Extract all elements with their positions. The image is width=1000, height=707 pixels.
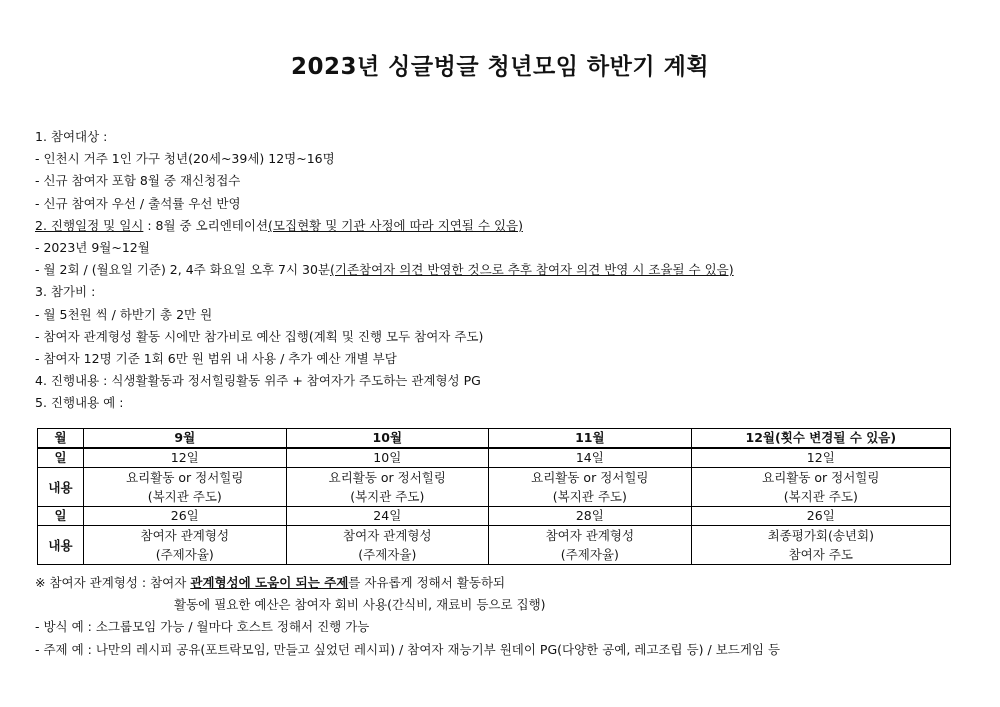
- content-cell: [489, 468, 692, 507]
- content-activity: 요리활동 or 정서힐링: [328, 470, 446, 485]
- note-relationship-prefix: ※ 참여자 관계형성 : 참여자: [35, 575, 191, 590]
- schedule-heading-note: (모집현황 및 기관 사정에 따라 지연될 수 있음): [268, 217, 523, 233]
- target-item-residence: - 인천시 거주 1인 가구 청년(20세~39세) 12명~16명: [35, 151, 335, 167]
- content-label: 내용: [38, 526, 84, 565]
- content-cell: [691, 468, 950, 507]
- day-label: 일: [38, 507, 84, 526]
- section-schedule-heading: [35, 215, 975, 237]
- content-cell: [691, 526, 950, 565]
- table-row: [38, 429, 951, 449]
- day-cell: 24일: [286, 507, 489, 526]
- content-activity: 최종평가회(송년회): [767, 528, 874, 543]
- note-budget: 활동에 필요한 예산은 참여자 회비 사용(간식비, 재료비 등으로 집행): [174, 597, 546, 613]
- note-relationship-emphasis: 관계형성에 도움이 되는 주제: [190, 575, 349, 590]
- content-activity: 참여자 관계형성: [140, 528, 230, 543]
- content-activity: 참여자 관계형성: [545, 528, 635, 543]
- content-cell: [84, 526, 287, 565]
- month-header: 11월: [489, 429, 692, 449]
- section-example-heading: 5. 진행내용 예 :: [35, 395, 124, 411]
- plan-body: [35, 126, 975, 414]
- content-cell: [286, 468, 489, 507]
- content-lead: (복지관 주도): [147, 489, 222, 504]
- content-cell: [489, 526, 692, 565]
- content-lead: (주제자율): [560, 547, 619, 562]
- section-content-heading: 4. 진행내용 : 식생활활동과 정서힐링활동 위주 + 참여자가 주도하는 관계형성 PG: [35, 373, 481, 389]
- month-header-label: 월: [38, 429, 84, 449]
- target-item-priority: - 신규 참여자 우선 / 출석률 우선 반영: [35, 195, 241, 211]
- content-lead: (주제자율): [155, 547, 214, 562]
- note-relationship: [35, 572, 975, 594]
- fee-item-amount: - 월 5천원 씩 / 하반기 총 2만 원: [35, 306, 213, 322]
- day-cell: 12일: [84, 448, 287, 468]
- table-row: [38, 468, 951, 507]
- schedule-heading-orientation: : 8월 중 오리엔테이션: [143, 217, 269, 233]
- document-title: 2023년 싱글벙글 청년모임 하반기 계획: [290, 54, 710, 80]
- table-row: [38, 526, 951, 565]
- frequency-note: (기존참여자 의견 반영한 것으로 추후 참여자 의견 반영 시 조율될 수 있음): [330, 262, 734, 278]
- content-activity: 요리활동 or 정서힐링: [126, 470, 244, 485]
- schedule-item-frequency: [35, 259, 975, 281]
- content-lead: (복지관 주도): [783, 489, 858, 504]
- content-lead: (복지관 주도): [350, 489, 425, 504]
- content-lead: (복지관 주도): [552, 489, 627, 504]
- content-label: 내용: [38, 468, 84, 507]
- day-cell: 26일: [691, 507, 950, 526]
- content-activity: 참여자 관계형성: [343, 528, 432, 543]
- table-row: [38, 448, 951, 468]
- month-header: 12월(횟수 변경될 수 있음): [691, 429, 950, 449]
- day-cell: 14일: [489, 448, 692, 468]
- note-method-example: - 방식 예 : 소그룹모임 가능 / 월마다 호스트 정해서 진행 가능: [35, 619, 370, 635]
- notes-section: [35, 572, 975, 661]
- day-cell: 26일: [84, 507, 287, 526]
- day-cell: 10일: [286, 448, 489, 468]
- content-cell: [84, 468, 287, 507]
- content-activity: 요리활동 or 정서힐링: [531, 470, 649, 485]
- month-header: 9월: [84, 429, 287, 449]
- content-lead: 참여자 주도: [788, 547, 853, 562]
- frequency-text: - 월 2회 / (월요일 기준) 2, 4주 화요일 오후 7시 30분: [35, 262, 330, 278]
- day-label: 일: [38, 448, 84, 468]
- content-lead: (주제자율): [358, 547, 417, 562]
- content-activity: 요리활동 or 정서힐링: [762, 470, 880, 485]
- day-cell: 12일: [691, 448, 950, 468]
- fee-item-budget: - 참여자 12명 기준 1회 6만 원 범위 내 사용 / 추가 예산 개별 부담: [35, 350, 397, 366]
- table-row: [38, 507, 951, 526]
- note-topic-example: - 주제 예 : 나만의 레시피 공유(포트락모임, 만들고 싶었던 레시피) / 참여자 재능기부 원데이 PG(다양한 공예, 레고조립 등) / 보드게임 등: [35, 641, 781, 657]
- day-cell: 28일: [489, 507, 692, 526]
- section-target-heading: 1. 참여대상 :: [35, 129, 108, 144]
- content-cell: [286, 526, 489, 565]
- note-relationship-suffix: 를 자유롭게 정해서 활동하되: [348, 575, 506, 590]
- section-fee-heading: 3. 참가비 :: [35, 284, 96, 300]
- fee-item-usage: - 참여자 관계형성 활동 시에만 참가비로 예산 집행(계획 및 진행 모두 참여자 주도): [35, 328, 484, 344]
- month-header: 10월: [286, 429, 489, 449]
- schedule-item-period: - 2023년 9월~12월: [35, 239, 150, 255]
- schedule-table: [37, 428, 951, 565]
- target-item-reapply: - 신규 참여자 포함 8월 중 재신청접수: [35, 173, 241, 189]
- schedule-heading-label: 2. 진행일정 및 일시: [35, 217, 144, 233]
